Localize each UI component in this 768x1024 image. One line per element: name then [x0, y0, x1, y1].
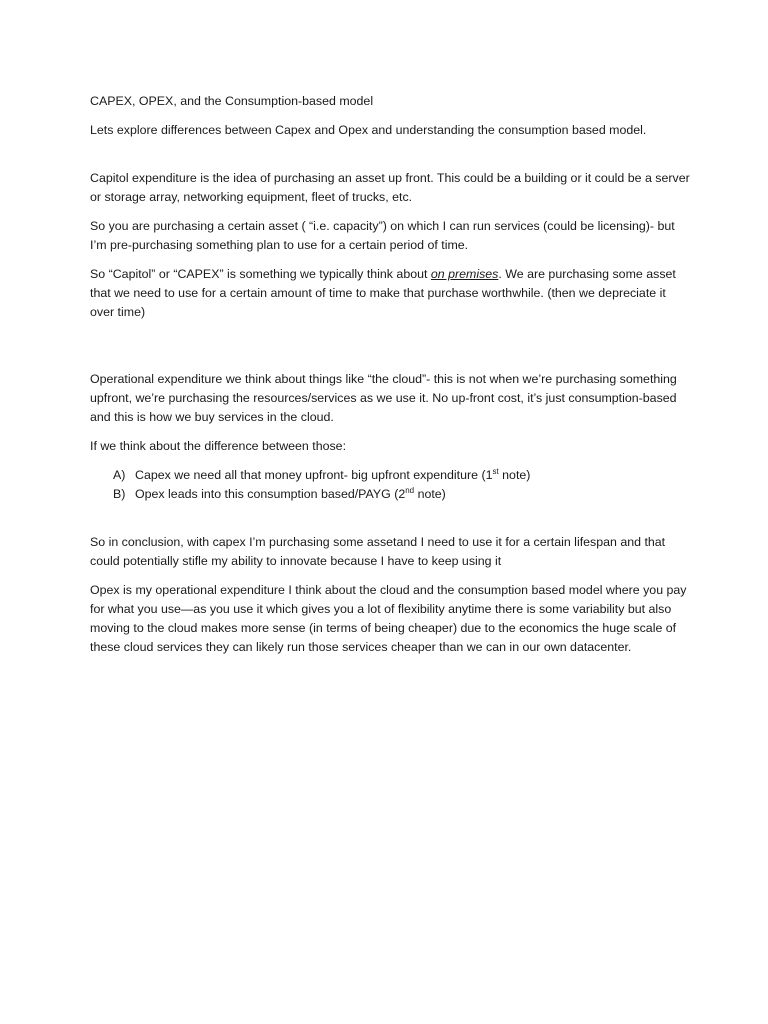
opex-paragraph-1: Operational expenditure we think about things like “the cloud”- this is not when we’re purchasing something upfront, we’re purchasing the resources/services as we use it. No up-front cost, it’s just consumption-based and this is how we buy services in the cloud.	[90, 372, 677, 424]
capex-paragraph-2: So you are purchasing a certain asset ( “i.e. capacity”) on which I can run services (could be licensing)- but I’m pre-purchasing something plan to use for a certain period of time.	[90, 219, 675, 252]
spacer	[90, 332, 690, 370]
capex-paragraph-1: Capitol expenditure is the idea of purchasing an asset up front. This could be a building or it could be a server or storage array, networking equipment, fleet of trucks, etc.	[90, 171, 690, 204]
capex-paragraph-3-start: So “Capitol” or “CAPEX” is something we typically think about	[90, 267, 431, 281]
list-item-text: Opex leads into this consumption based/PAYG (2nd note)	[135, 486, 446, 501]
intro-paragraph: Lets explore differences between Capex and Opex and understanding the consumption based model.	[90, 123, 647, 137]
list-item	[90, 466, 690, 485]
document-body	[90, 92, 690, 667]
conclusion-paragraph-2: Opex is my operational expenditure I think about the cloud and the consumption based model where you pay for what you use—as you use it which gives you a lot of flexibility anytime there is some variability but also moving to the cloud makes more sense (in terms of being cheaper) due to the economics the huge scale of these cloud services they can likely run those services cheaper than we can in our own datacenter.	[90, 583, 687, 654]
difference-intro: If we think about the difference between those:	[90, 439, 347, 453]
capex-paragraph-3-end: . We are purchasing some asset that we need to use for a certain amount of time to make that purchase worthwhile. (then we depreciate it over time)	[90, 267, 676, 319]
difference-list	[90, 466, 690, 504]
ordinal-superscript: nd	[405, 486, 415, 495]
list-item	[90, 485, 690, 504]
ordinal-superscript: st	[492, 467, 499, 476]
capex-paragraph-3	[90, 265, 690, 322]
on-premises-emphasis: on premises	[430, 267, 499, 281]
list-marker: A)	[113, 468, 126, 482]
spacer	[90, 150, 690, 169]
conclusion-paragraph-1: So in conclusion, with capex I’m purchasing some assetand I need to use it for a certain lifespan and that could potentially stifle my ability to innovate because I have to keep using it	[90, 535, 666, 568]
list-item-text: Capex we need all that money upfront- big upfront expenditure (1st note)	[135, 467, 531, 482]
document-title: CAPEX, OPEX, and the Consumption-based model	[90, 94, 374, 108]
spacer	[90, 514, 690, 533]
list-marker: B)	[113, 487, 126, 501]
